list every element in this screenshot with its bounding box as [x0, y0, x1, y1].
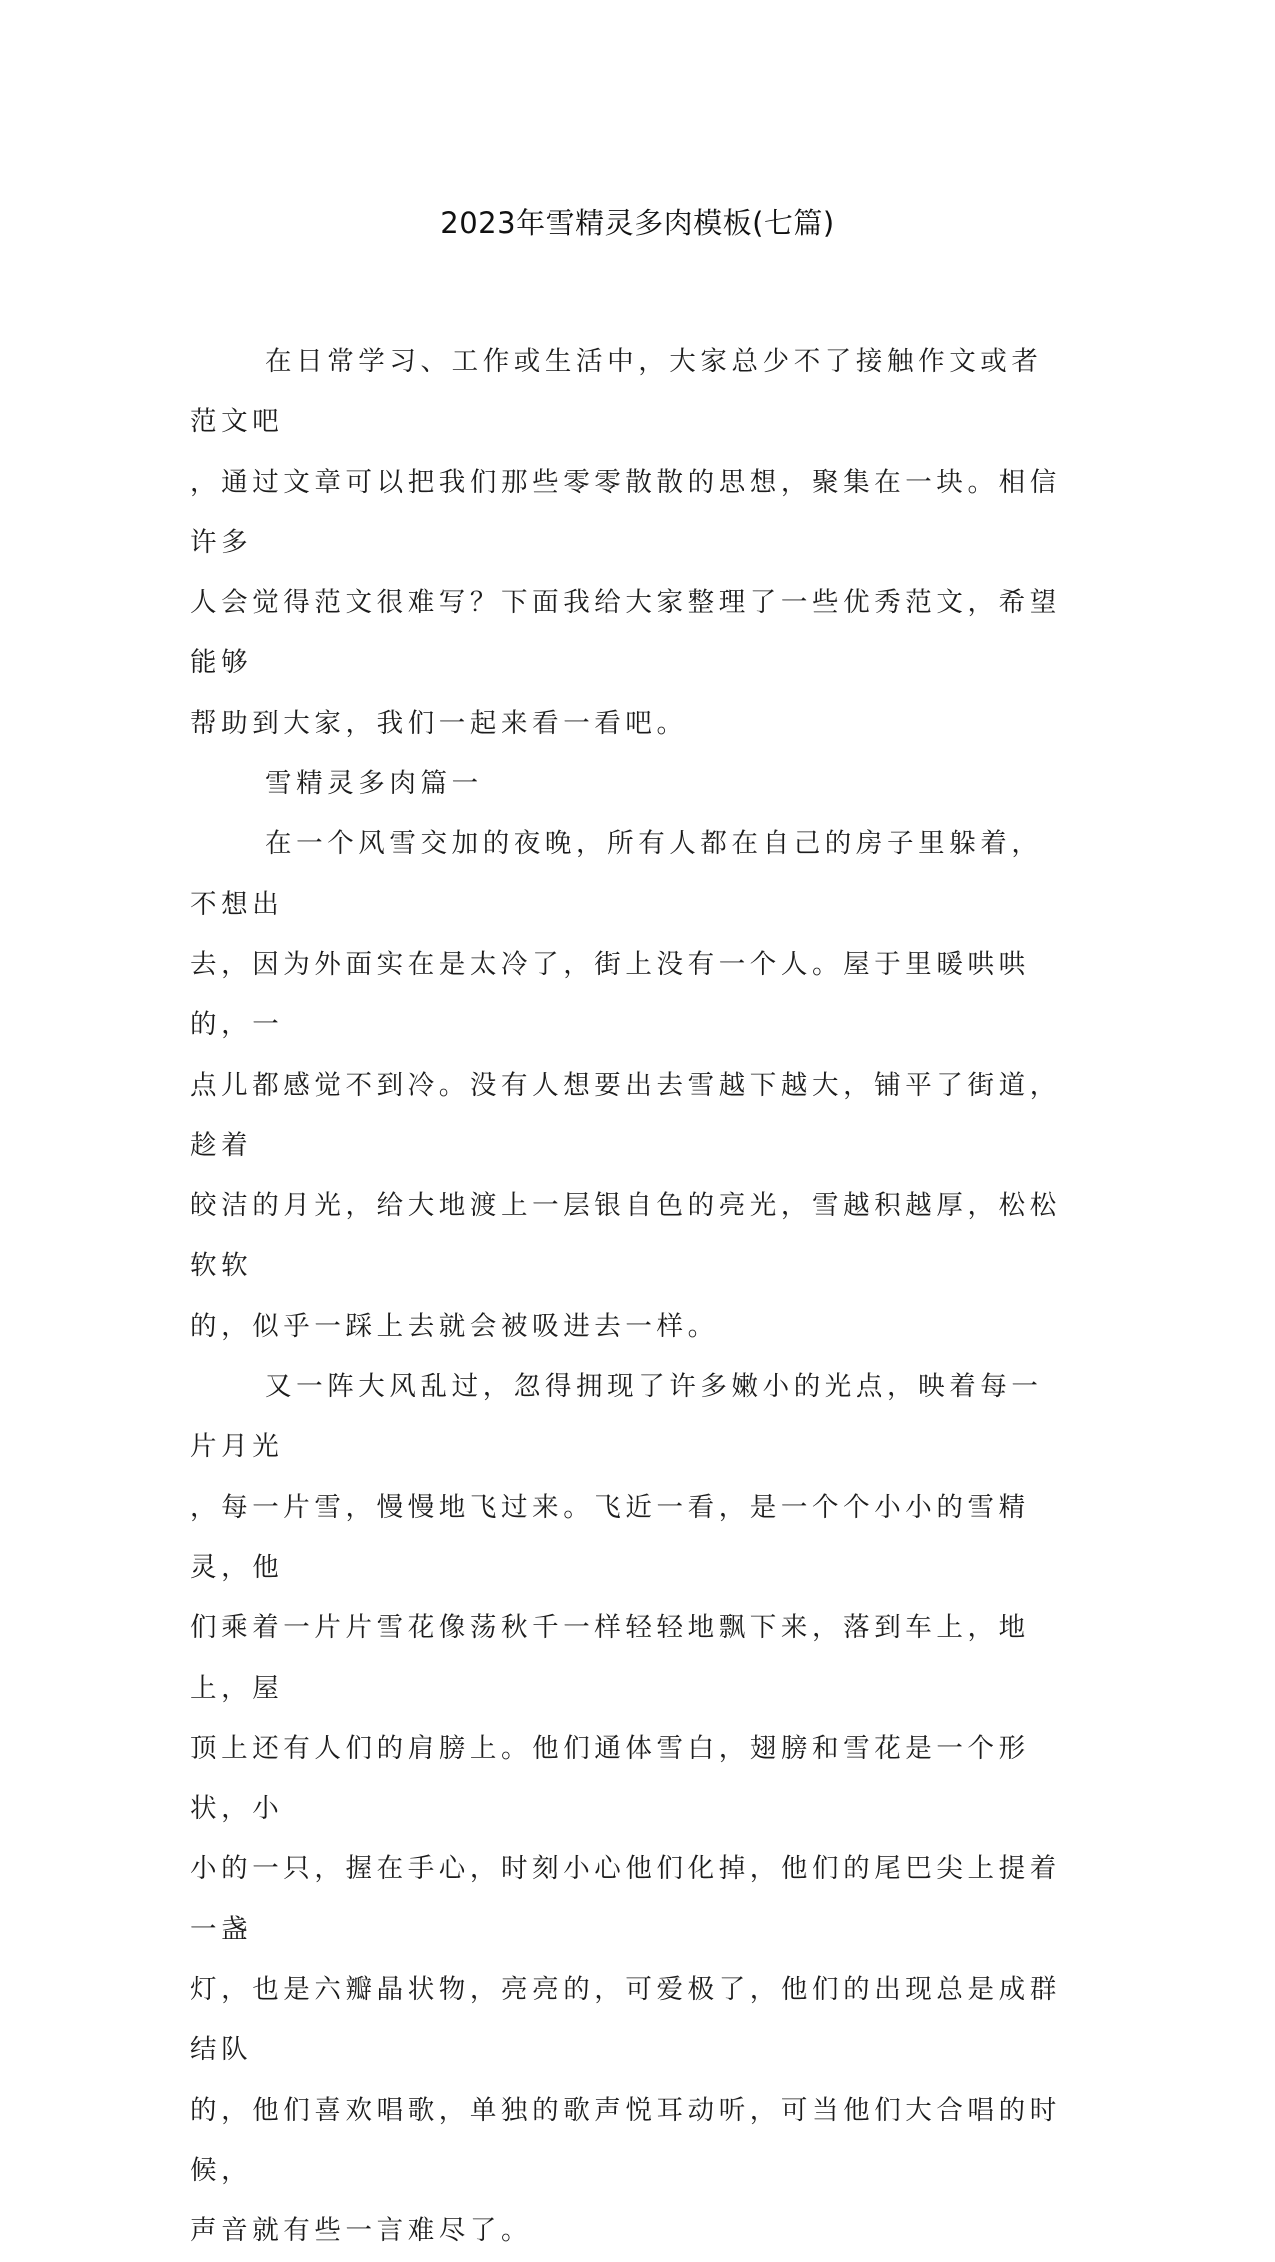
document-title: 2023年雪精灵多肉模板(七篇) — [440, 206, 835, 240]
section-heading: 雪精灵多肉篇一 — [265, 768, 483, 800]
body-paragraph: 在一个风雪交加的夜晚，所有人都在自己的房子里躲着，不想出 去，因为外面实在是太冷了，街上没有一个人。屋于里暖哄哄的，一 点儿都感觉不到冷。没有人想要出去雪越下越大，铺平了街道，趁着 皎洁的月光，给大地渡上一层银自色的亮光，雪越积越厚，松松软软 的，似乎一踩上去就会被吸进去一样。 — [190, 828, 1061, 1342]
body-paragraph: 又一阵大风乱过，忽得拥现了许多嫩小的光点，映着每一片月光 ，每一片雪，慢慢地飞过来。飞近一看，是一个个小小的雪精灵，他 们乘着一片片雪花像荡秋千一样轻轻地飘下来，落到车上，地上，屋 顶上还有人们的肩膀上。他们通体雪白，翅膀和雪花是一个形状，小 小的一只，握在手心，时刻小心他们化掉，他们的尾巴尖上提着一盏 灯，也是六瓣晶状物，亮亮的，可爱极了，他们的出现总是成群结队 的，他们喜欢唱歌，单独的歌声悦耳动听，可当他们大合唱的时候， 声音就有些一言难尽了。 — [190, 1371, 1061, 2247]
document-body — [190, 332, 1070, 2262]
intro-paragraph: 在日常学习、工作或生活中，大家总少不了接触作文或者范文吧 ，通过文章可以把我们那些零零散散的思想，聚集在一块。相信许多 人会觉得范文很难写？下面我给大家整理了一些优秀范文，希望能够 帮助到大家，我们一起来看一看吧。 — [190, 346, 1061, 739]
